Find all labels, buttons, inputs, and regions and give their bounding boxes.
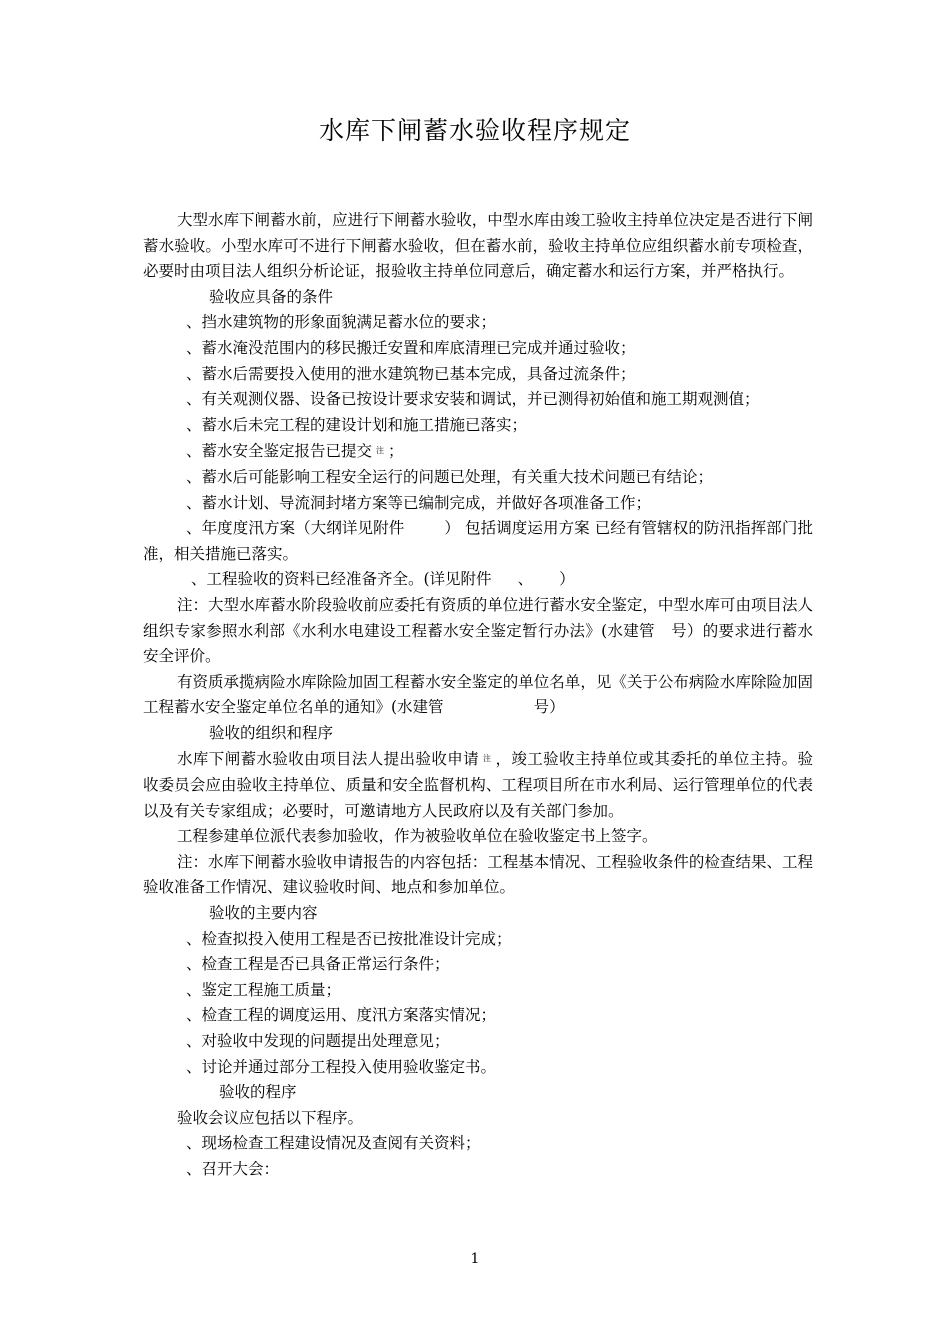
condition-item-text: 、工程验收的资料已经准备齐全。(详见附件	[191, 570, 492, 589]
note-text: 号）	[533, 698, 565, 717]
page-number: 1	[470, 1251, 480, 1267]
document-title: 水库下闸蓄水验收程序规定	[318, 116, 631, 145]
section-heading-organization: 验收的组织和程序	[209, 723, 334, 742]
condition-item: 、蓄水淹没范围内的移民搬迁安置和库底清理已完成并通过验收；	[186, 338, 636, 357]
organization-paragraph: 工程参建单位派代表参加验收，作为被验收单位在验收鉴定书上签字。	[177, 827, 658, 846]
condition-item-text: ） 包括调度运用方案 已经有管辖权的防汛指挥部门批准，相关措施已落实。	[143, 519, 813, 563]
section-heading-procedure: 验收的程序	[219, 1083, 297, 1102]
paragraph-text: 水库下闸蓄水验收由项目法人提出验收申请	[177, 750, 480, 769]
procedure-item: 、召开大会：	[186, 1159, 280, 1178]
condition-item-text: 、蓄水安全鉴定报告已提交	[186, 442, 373, 461]
condition-item: 、蓄水后未完工程的建设计划和施工措施已落实；	[186, 415, 528, 434]
document-body	[143, 208, 813, 1183]
content-item: 、讨论并通过部分工程投入使用验收鉴定书。	[186, 1057, 497, 1076]
note-paragraph: 注：水库下闸蓄水验收申请报告的内容包括：工程基本情况、工程验收条件的检查结果、工程验收准备工作情况、建议验收时间、地点和参加单位。	[143, 852, 813, 897]
condition-item: 、蓄水后可能影响工程安全运行的问题已处理，有关重大技术问题已有结论；	[186, 467, 714, 486]
organization-paragraph	[143, 746, 813, 824]
section-heading-content: 验收的主要内容	[209, 904, 318, 923]
content-item: 、检查工程是否已具备正常运行条件；	[186, 955, 450, 974]
note-text: 号）的要求进行蓄水安全评价。	[143, 621, 813, 666]
condition-item: 、蓄水计划、导流洞封堵方案等已编制完成，并做好各项准备工作；	[186, 493, 652, 512]
procedure-item: 、现场检查工程建设情况及查阅有关资料；	[186, 1134, 481, 1153]
content-item: 、鉴定工程施工质量；	[186, 980, 342, 999]
condition-item-text: 、	[517, 570, 534, 589]
condition-item: 、蓄水后需要投入使用的泄水建筑物已基本完成，具备过流条件；	[186, 364, 636, 383]
footnote-mark: 注	[376, 446, 385, 456]
condition-item	[143, 438, 813, 465]
condition-item-materials	[143, 567, 813, 593]
condition-item-text: ）	[559, 570, 575, 589]
note-paragraph	[143, 593, 813, 670]
condition-item: 、有关观测仪器、设备已按设计要求安装和调试，并已测得初始值和施工期观测值；	[186, 390, 760, 409]
paragraph-text: ，竣工验收主持单位或其委托的单位主持。验收委员会应由验收主持单位、质量和安全监督机构、工程项目所在市水利局、运行管理单位的代表以及有关专家组成；必要时，可邀请地方人民政府以及有关部门参加。	[143, 750, 813, 820]
condition-item-text: 、年度度汛方案（大纲详见附件	[186, 519, 405, 538]
procedure-intro: 验收会议应包括以下程序。	[177, 1108, 364, 1127]
content-item: 、检查拟投入使用工程是否已按批准设计完成；	[186, 929, 512, 948]
intro-paragraph: 大型水库下闸蓄水前，应进行下闸蓄水验收，中型水库由竣工验收主持单位决定是否进行下闸蓄水验收。小型水库可不进行下闸蓄水验收，但在蓄水前，验收主持单位应组织蓄水前专项检查，必要时由项目法人组织分析论证，报验收主持单位同意后，确定蓄水和运行方案，并严格执行。	[143, 211, 813, 281]
note-paragraph	[143, 670, 813, 721]
footnote-mark: 注	[483, 754, 492, 764]
content-item: 、对验收中发现的问题提出处理意见；	[186, 1032, 450, 1050]
content-item: 、检查工程的调度运用、度汛方案落实情况；	[186, 1006, 497, 1025]
condition-item-flood-plan	[143, 516, 813, 567]
section-heading-conditions: 验收应具备的条件	[209, 287, 334, 306]
condition-item: 、挡水建筑物的形象面貌满足蓄水位的要求；	[186, 313, 497, 332]
condition-item-end: ；	[388, 442, 404, 461]
note-text: 有资质承揽病险水库除险加固工程蓄水安全鉴定的单位名单，见《关于公布病险水库除险加固工程蓄水安全鉴定单位名单的通知》(水建管	[143, 672, 813, 717]
note-text: 注：大型水库蓄水阶段验收前应委托有资质的单位进行蓄水安全鉴定，中型水库可由项目法人组织专家参照水利部《水利水电建设工程蓄水安全鉴定暂行办法》(水建管	[143, 595, 813, 640]
